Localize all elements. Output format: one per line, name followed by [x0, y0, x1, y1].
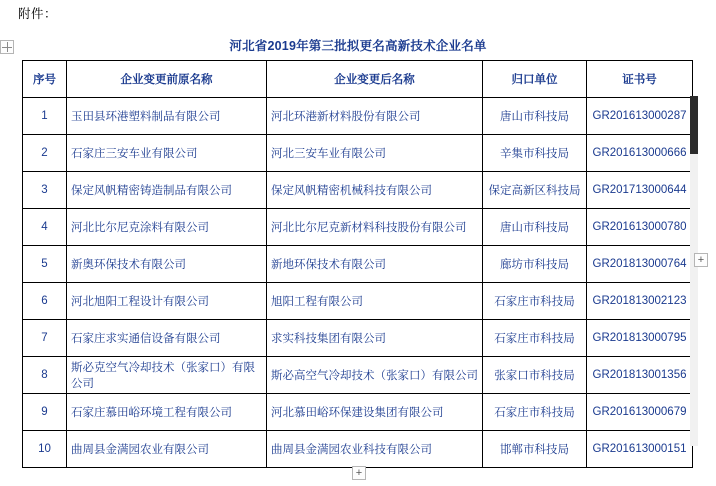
cell-new-name: 斯必高空气冷却技术（张家口）有限公司	[267, 357, 483, 394]
table-row	[23, 320, 693, 357]
cell-cert: GR201813002123	[587, 283, 693, 320]
cell-new-name: 求实科技集团有限公司	[267, 320, 483, 357]
cell-index: 4	[23, 209, 67, 246]
table-row	[23, 394, 693, 431]
cell-index: 5	[23, 246, 67, 283]
cell-index: 8	[23, 357, 67, 394]
move-handle-icon[interactable]	[0, 40, 14, 54]
cell-index: 1	[23, 98, 67, 135]
cell-dept: 唐山市科技局	[483, 209, 587, 246]
cell-new-name: 河北慕田峪环保建设集团有限公司	[267, 394, 483, 431]
attachment-label: 附件：	[18, 7, 58, 21]
table-row	[23, 172, 693, 209]
cell-new-name: 河北环港新材料股份有限公司	[267, 98, 483, 135]
company-rename-table-container	[22, 60, 692, 468]
cell-index: 10	[23, 431, 67, 468]
cell-cert: GR201813001356	[587, 357, 693, 394]
cell-new-name: 河北比尔尼克新材料科技股份有限公司	[267, 209, 483, 246]
cell-new-name: 新地环保技术有限公司	[267, 246, 483, 283]
cell-cert: GR201613000151	[587, 431, 693, 468]
cell-cert: GR201613000287	[587, 98, 693, 135]
vertical-scrollbar-thumb[interactable]	[690, 96, 698, 154]
table-row	[23, 98, 693, 135]
cell-dept: 石家庄市科技局	[483, 283, 587, 320]
table-header-row	[23, 61, 693, 98]
cell-new-name: 曲周县金满园农业科技有限公司	[267, 431, 483, 468]
table-row	[23, 246, 693, 283]
cell-new-name: 旭阳工程有限公司	[267, 283, 483, 320]
cell-index: 9	[23, 394, 67, 431]
cell-index: 6	[23, 283, 67, 320]
table-row	[23, 431, 693, 468]
expand-right-button[interactable]: +	[694, 253, 708, 267]
column-header-new-name: 企业变更后名称	[267, 61, 483, 98]
cell-dept: 唐山市科技局	[483, 98, 587, 135]
cell-index: 7	[23, 320, 67, 357]
cell-cert: GR201813000795	[587, 320, 693, 357]
cell-dept: 保定高新区科技局	[483, 172, 587, 209]
cell-old-name: 河北比尔尼克涂料有限公司	[67, 209, 267, 246]
cell-old-name: 石家庄慕田峪环境工程有限公司	[67, 394, 267, 431]
column-header-dept: 归口单位	[483, 61, 587, 98]
company-rename-table	[22, 60, 693, 468]
column-header-old-name: 企业变更前原名称	[67, 61, 267, 98]
cell-dept: 石家庄市科技局	[483, 320, 587, 357]
cell-dept: 邯郸市科技局	[483, 431, 587, 468]
cell-cert: GR201713000644	[587, 172, 693, 209]
table-row	[23, 209, 693, 246]
cell-old-name: 石家庄三安车业有限公司	[67, 135, 267, 172]
page-title: 河北省2019年第三批拟更名高新技术企业名单	[229, 39, 487, 53]
cell-old-name: 保定风帆精密铸造制品有限公司	[67, 172, 267, 209]
table-row	[23, 135, 693, 172]
cell-old-name: 石家庄求实通信设备有限公司	[67, 320, 267, 357]
cell-old-name: 斯必克空气冷却技术（张家口）有限公司	[67, 357, 267, 394]
cell-dept: 石家庄市科技局	[483, 394, 587, 431]
cell-cert: GR201613000679	[587, 394, 693, 431]
cell-old-name: 新奥环保技术有限公司	[67, 246, 267, 283]
cell-old-name: 河北旭阳工程设计有限公司	[67, 283, 267, 320]
cell-old-name: 玉田县环港塑料制品有限公司	[67, 98, 267, 135]
cell-cert: GR201613000666	[587, 135, 693, 172]
cell-new-name: 保定风帆精密机械科技有限公司	[267, 172, 483, 209]
cell-dept: 张家口市科技局	[483, 357, 587, 394]
cell-dept: 辛集市科技局	[483, 135, 587, 172]
table-row	[23, 357, 693, 394]
cell-index: 3	[23, 172, 67, 209]
column-header-index: 序号	[23, 61, 67, 98]
cell-new-name: 河北三安车业有限公司	[267, 135, 483, 172]
cell-cert: GR201613000780	[587, 209, 693, 246]
table-row	[23, 283, 693, 320]
expand-bottom-button[interactable]: +	[352, 466, 366, 480]
cell-dept: 廊坊市科技局	[483, 246, 587, 283]
column-header-cert: 证书号	[587, 61, 693, 98]
cell-index: 2	[23, 135, 67, 172]
cell-old-name: 曲周县金满园农业有限公司	[67, 431, 267, 468]
cell-cert: GR201813000764	[587, 246, 693, 283]
